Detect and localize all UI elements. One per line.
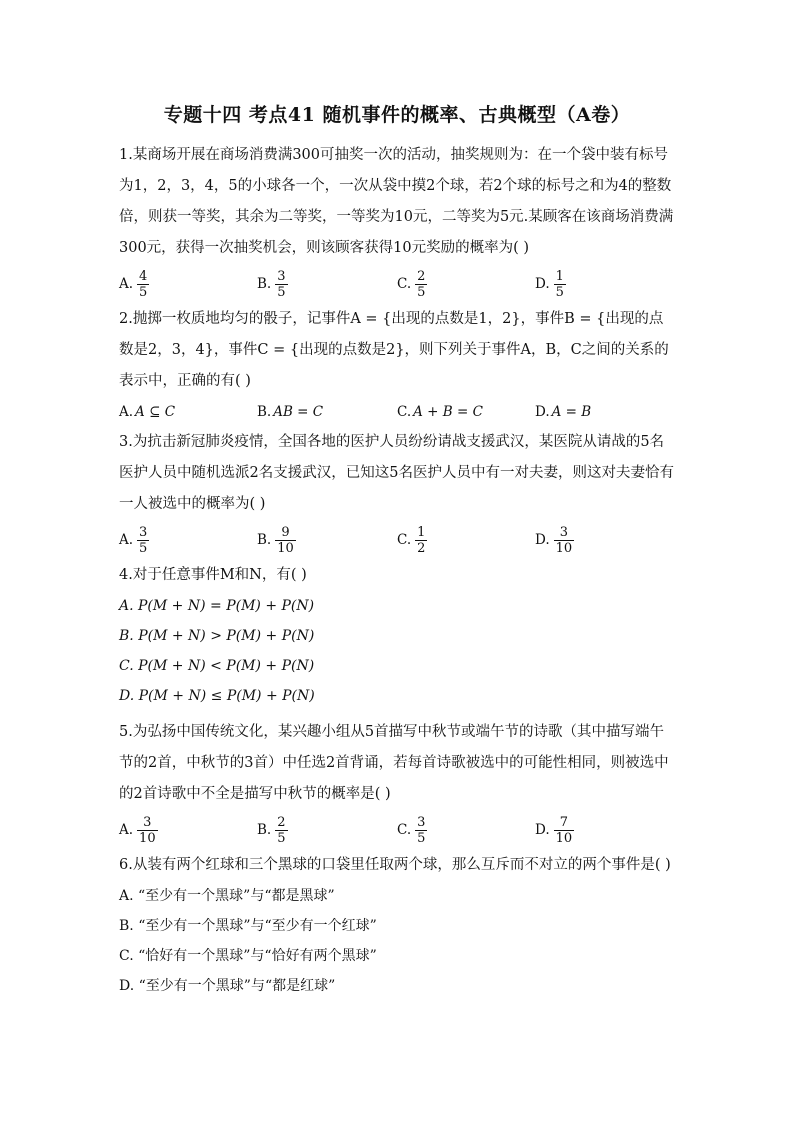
question-4-text: 4.对于任意事件M和N，有( ) <box>119 567 307 583</box>
option-expression: A ⊆ C <box>135 404 176 420</box>
fraction <box>275 815 287 846</box>
question-5-options <box>119 810 675 850</box>
option-label: B. <box>257 532 272 548</box>
question-5-text: 5.为弘扬中国传统文化，某兴趣小组从5首描写中秋节或端午节的诗歌（其中描写端午节的2首，中秋节的3首）中任选2首背诵，若每首诗歌被选中的可能性相同，则被选中的2首诗歌中不全是描写中秋节的概率是( ) <box>119 724 669 802</box>
option-label: C. <box>397 404 412 420</box>
option-label: D. <box>535 276 550 292</box>
numerator: 1 <box>417 524 426 540</box>
option-b-line: B. “至少有一个黑球”与“至少有一个红球” <box>119 918 377 934</box>
option-d-line: D. P(M + N) ≤ P(M) + P(N) <box>119 688 315 704</box>
question-list <box>119 140 675 1001</box>
fraction <box>415 525 427 556</box>
option-a <box>119 520 149 560</box>
numerator: 1 <box>555 268 564 284</box>
option-d <box>535 520 574 560</box>
option-a <box>119 397 175 427</box>
denominator: 2 <box>417 540 426 556</box>
fraction <box>554 815 575 846</box>
option-label: B. <box>257 822 272 838</box>
option-b <box>257 264 288 304</box>
denominator: 10 <box>139 830 156 846</box>
option-b-line: B. P(M + N) > P(M) + P(N) <box>119 628 315 644</box>
option-b <box>257 520 296 560</box>
numerator: 7 <box>559 814 569 830</box>
option-a-line: A. P(M + N) = P(M) + P(N) <box>119 598 315 614</box>
numerator: 3 <box>143 814 152 830</box>
question-1-options <box>119 264 675 304</box>
option-label: A. <box>119 404 134 420</box>
page-title: 专题十四 考点41 随机事件的概率、古典概型（A卷） <box>163 104 631 126</box>
fraction <box>415 815 427 846</box>
denominator: 5 <box>417 830 426 846</box>
option-d-line: D. “至少有一个黑球”与“都是红球” <box>119 978 336 994</box>
option-c <box>397 520 427 560</box>
option-d <box>535 810 574 850</box>
question-6-text: 6.从装有两个红球和三个黑球的口袋里任取两个球，那么互斥而不对立的两个事件是( ) <box>119 857 671 873</box>
denominator: 5 <box>417 284 426 300</box>
numerator: 3 <box>417 814 426 830</box>
denominator: 10 <box>277 540 294 556</box>
numerator: 3 <box>559 524 569 540</box>
fraction <box>415 269 427 300</box>
denominator: 10 <box>555 830 573 846</box>
numerator: 2 <box>417 268 426 284</box>
denominator: 5 <box>139 540 148 556</box>
option-label: D. <box>535 404 550 420</box>
option-d <box>535 397 591 427</box>
option-a-line: A. “至少有一个黑球”与“都是黑球” <box>119 888 335 904</box>
option-label: D. <box>535 822 550 838</box>
fraction <box>137 525 149 556</box>
option-c <box>397 397 483 427</box>
numerator: 4 <box>139 268 148 284</box>
question-2-text: 2.抛掷一枚质地均匀的骰子，记事件A = {出现的点数是1，2}，事件B = {出现的点数是2，3，4}，事件C = {出现的点数是2}，则下列关于事件A，B，C之间的关系的表示中，正确的有( ) <box>119 311 669 389</box>
denominator: 10 <box>555 540 573 556</box>
question-2-options <box>119 397 675 427</box>
denominator: 5 <box>139 284 148 300</box>
numerator: 9 <box>281 524 290 540</box>
option-label: C. <box>397 276 412 292</box>
option-label: A. <box>119 822 134 838</box>
fraction <box>275 269 287 300</box>
option-d <box>535 264 566 304</box>
option-c-line: C. P(M + N) < P(M) + P(N) <box>119 658 315 674</box>
fraction <box>137 815 158 846</box>
denominator: 5 <box>277 830 286 846</box>
option-c <box>397 264 427 304</box>
question-3-text: 3.为抗击新冠肺炎疫情，全国各地的医护人员纷纷请战支援武汉，某医院从请战的5名医护人员中随机选派2名支援武汉，已知这5名医护人员中有一对夫妻，则这对夫妻恰有一人被选中的概率为( ) <box>119 434 674 512</box>
fraction <box>137 269 149 300</box>
numerator: 3 <box>139 524 148 540</box>
fraction <box>554 525 575 556</box>
option-c-line: C. “恰好有一个黑球”与“恰好有两个黑球” <box>119 948 377 964</box>
option-label: D. <box>535 532 550 548</box>
option-expression: AB = C <box>273 404 324 420</box>
question-1-text: 1.某商场开展在商场消费满300可抽奖一次的活动，抽奖规则为：在一个袋中装有标号为1，2，3，4，5的小球各一个，一次从袋中摸2个球，若2个球的标号之和为4的整数倍，则获一等奖，其余为二等奖，一等奖为10元，二等奖为5元.某顾客在该商场消费满300元，获得一次抽奖机会，则该顾客获得10元奖励的概率为( ) <box>119 147 674 256</box>
option-label: C. <box>397 822 412 838</box>
numerator: 2 <box>277 814 286 830</box>
denominator: 5 <box>555 284 564 300</box>
option-a <box>119 264 149 304</box>
option-expression: A + B = C <box>413 404 483 420</box>
option-label: A. <box>119 276 134 292</box>
option-label: C. <box>397 532 412 548</box>
fraction <box>275 525 296 556</box>
option-expression: A = B <box>551 404 592 420</box>
option-label: B. <box>257 404 272 420</box>
denominator: 5 <box>277 284 286 300</box>
option-b <box>257 397 323 427</box>
option-label: A. <box>119 532 134 548</box>
fraction <box>554 269 566 300</box>
numerator: 3 <box>277 268 286 284</box>
option-c <box>397 810 427 850</box>
option-label: B. <box>257 276 272 292</box>
question-3-options <box>119 520 675 560</box>
option-a <box>119 810 158 850</box>
option-b <box>257 810 288 850</box>
